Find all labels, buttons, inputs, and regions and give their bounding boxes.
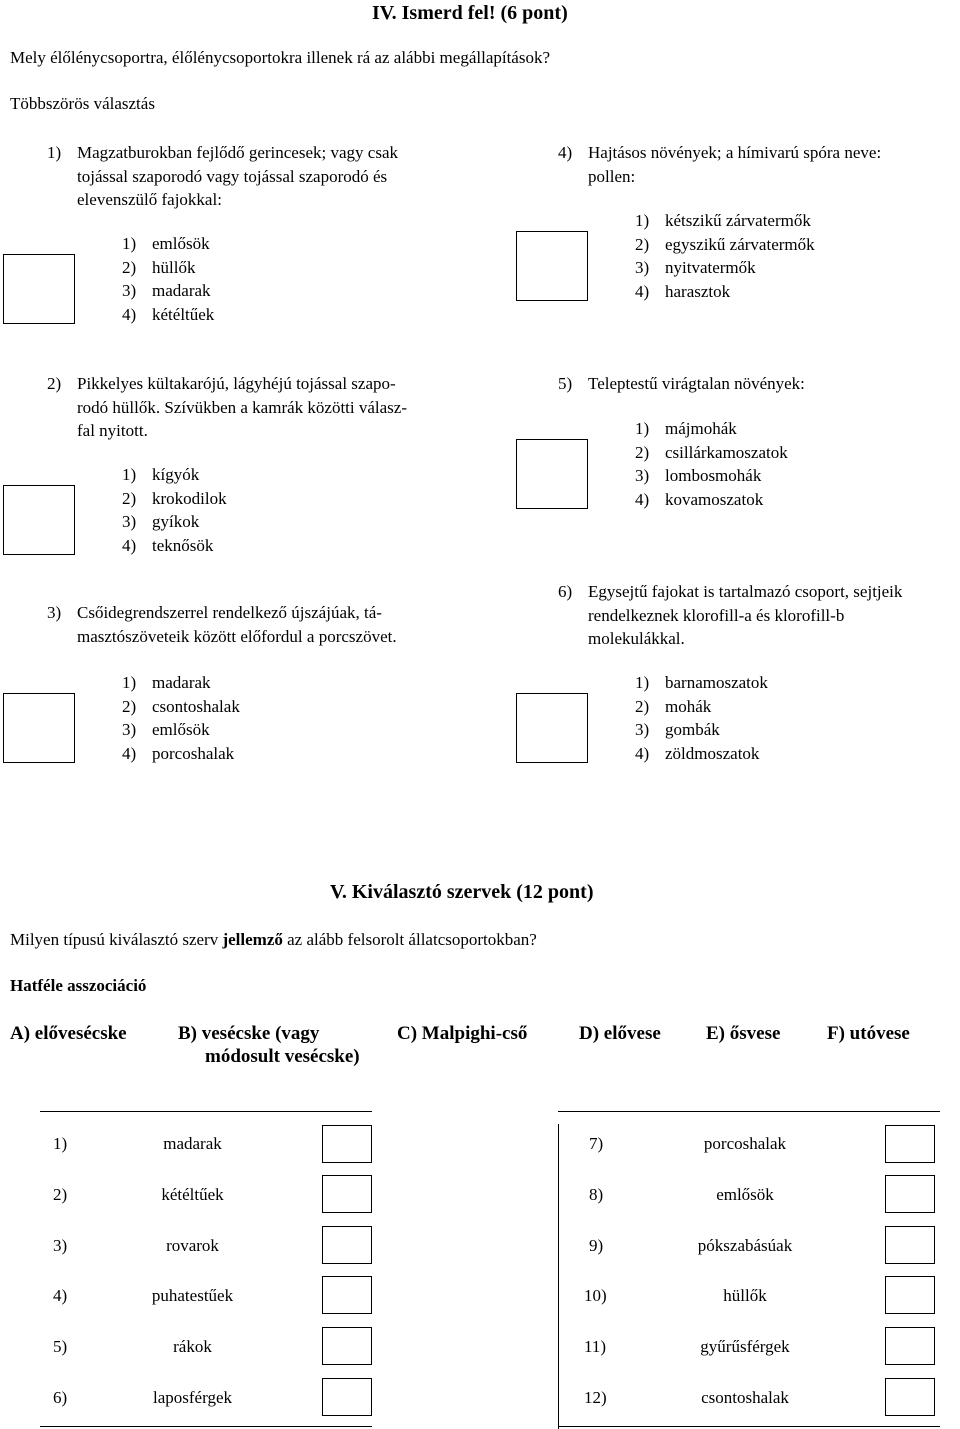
- answer-box-10[interactable]: [885, 1276, 935, 1314]
- category-f: F) utóvese: [827, 1023, 910, 1044]
- category-c: C) Malpighi-cső: [397, 1023, 528, 1044]
- category-e: E) ősvese: [706, 1023, 781, 1044]
- answer-box-q4[interactable]: [516, 231, 588, 301]
- answer-box-12[interactable]: [885, 1378, 935, 1416]
- section-4-prompt: Mely élőlénycsoportra, élőlénycsoportokra illenek rá az alábbi megállapítások?: [10, 48, 551, 67]
- answer-box-q5[interactable]: [516, 439, 588, 509]
- question-6: 6) Egysejtű fajokat is tartalmazó csoport, sejtjeik rendelkeznek klorofill-a és klorofill-b molekulákkal.: [558, 582, 903, 648]
- answer-box-q2[interactable]: [3, 485, 75, 555]
- question-3: 3) Csőidegrendszerrel rendelkező újszájúak, tá- masztószöveteik között előfordul a porcszövet.: [47, 603, 397, 646]
- answer-box-1[interactable]: [322, 1125, 372, 1163]
- options-q4: 1) kétszikű zárvatermők 2) egyszikű zárvatermők 3) nyitvatermők 4) harasztok: [635, 211, 815, 301]
- answer-box-q3[interactable]: [3, 693, 75, 763]
- question-5: 5) Teleptestű virágtalan növények:: [558, 374, 805, 393]
- answer-box-8[interactable]: [885, 1175, 935, 1213]
- answer-box-5[interactable]: [322, 1327, 372, 1365]
- options-q3: 1) madarak 2) csontoshalak 3) emlősök 4) porcoshalak: [122, 673, 240, 763]
- answer-box-7[interactable]: [885, 1125, 935, 1163]
- section-5-type-label: Hatféle asszociáció: [10, 976, 147, 995]
- section-5-title: V. Kiválasztó szervek (12 pont): [330, 881, 594, 903]
- options-q1: 1) emlősök 2) hüllők 3) madarak 4) kétéltűek: [122, 234, 215, 324]
- answer-box-q1[interactable]: [3, 254, 75, 324]
- answer-box-11[interactable]: [885, 1327, 935, 1365]
- table-left-bottom-rule: [40, 1426, 372, 1427]
- options-q5: 1) májmohák 2) csillárkamoszatok 3) lombosmohák 4) kovamoszatok: [635, 419, 788, 509]
- table-right-bottom-rule: [558, 1426, 940, 1427]
- category-b: B) vesécske (vagy módosult vesécske): [178, 1023, 360, 1067]
- question-2: 2) Pikkelyes kültakarójú, lágyhéjú tojással szapo- rodó hüllők. Szívükben a kamrák közötti válasz- fal nyitott.: [47, 374, 407, 440]
- options-q6: 1) barnamoszatok 2) mohák 3) gombák 4) zöldmoszatok: [635, 673, 768, 763]
- question-1: 1) Magzatburokban fejlődő gerincesek; vagy csak tojással szaporodó vagy tojással szaporodó és elevenszülő fajokkal:: [47, 143, 398, 209]
- category-a: A) elővesécske: [10, 1023, 127, 1044]
- question-4: 4) Hajtásos növények; a hímivarú spóra neve: pollen:: [558, 143, 882, 186]
- answer-box-2[interactable]: [322, 1175, 372, 1213]
- answer-box-9[interactable]: [885, 1226, 935, 1264]
- table-left-top-rule: [40, 1111, 372, 1112]
- options-q2: 1) kígyók 2) krokodilok 3) gyíkok 4) teknősök: [122, 465, 227, 555]
- answer-box-3[interactable]: [322, 1226, 372, 1264]
- section-4-title: IV. Ismerd fel! (6 pont): [372, 2, 568, 24]
- section-5-prompt: Milyen típusú kiválasztó szerv jellemző az alább felsorolt állatcsoportokban?: [10, 930, 537, 949]
- section-4-type-label: Többszörös választás: [10, 94, 155, 113]
- answer-box-6[interactable]: [322, 1378, 372, 1416]
- answer-box-4[interactable]: [322, 1276, 372, 1314]
- answer-box-q6[interactable]: [516, 693, 588, 763]
- table-divider: [558, 1124, 559, 1429]
- category-d: D) elővese: [579, 1023, 661, 1044]
- table-right-top-rule: [558, 1111, 940, 1112]
